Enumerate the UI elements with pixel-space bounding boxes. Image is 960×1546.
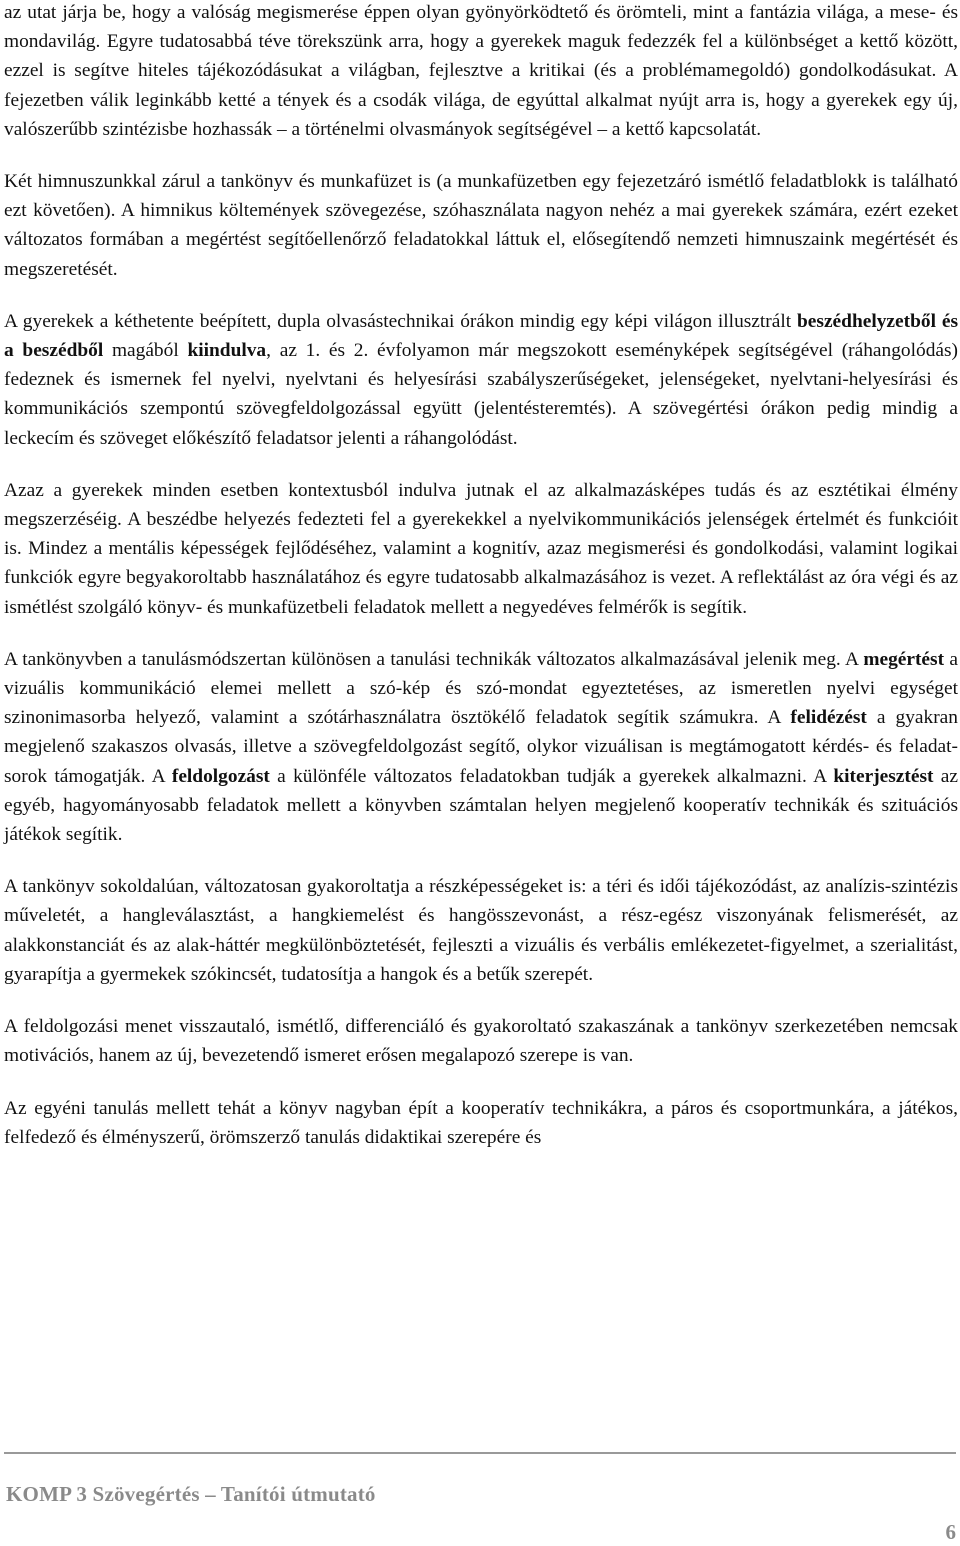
bold-term: felidézést — [790, 707, 867, 729]
body-text — [4, 0, 958, 1175]
paragraph — [4, 476, 958, 622]
text-run: a gyakran megjelenő szakaszos olvasás, illetve a szövegfeldolgozást segítő, olykor vizuálisan is megtámogatott kérdés- és feladatsorok támogatják. A — [4, 707, 958, 787]
paragraph — [4, 307, 958, 453]
text-run: az egyéb, hagyományosabb feladatok mellett a könyvben számtalan helyen megjelenő kooperatív technikák és szituációs játékok segítik. — [4, 765, 958, 846]
paragraph — [4, 1012, 958, 1070]
bold-term: megértést — [863, 648, 945, 670]
paragraph — [4, 1094, 958, 1152]
footer-title: KOMP 3 Szövegértés – Tanítói útmutató — [6, 1482, 376, 1506]
text-run: , az 1. és 2. évfolyamon már megszokott eseményképek segítségével (ráhangolódás) fedeznek és ismernek fel nyelvi, nyelvtani és helyesírási szabályszerűségeket, jelenségeket, nyelvtani-helyesírási és kommunikációs szempontú szövegfeldolgozással együtt (jelentésteremtés). A szövegértési órákon pedig mindig a leckecím és szöveget előkészítő feladatsor jelenti a ráhangolódást. — [4, 340, 959, 449]
text-run: a vizuális kommunikáció elemei mellett a szó-kép és szó-mondat egyeztetéses, az ismeretlen nyelvi egységet szinonimasorba helyező, valamint a szótárhasználatra ösztökélő feladatok segítik számukra. A — [4, 648, 958, 729]
text-run: A tankönyv sokoldalúan, változatosan gyakoroltatja a részképességeket is: a téri és idői tájékozódást, az analízis-szintézis műveletét, a hangleválasztást, a hangkiemelést és hangösszevonást, a rész-egész viszonyának felismerését, az alakkonstanciát és az alak-háttér megkülönböztetését, fejleszti a vizuális és verbális emlékezetet-figyelmet, a szerialitást, gyarapítja a gyermekek szókincsét, tudatosítja a hangok és a betűk szerepét. — [4, 876, 958, 985]
text-run: magából — [103, 340, 188, 362]
paragraph — [4, 872, 958, 989]
text-run: A feldolgozási menet visszautaló, ismétlő, differenciáló és gyakoroltató szakaszának a tankönyv szerkezetében nemcsak motivációs, hanem az új, bevezetendő ismeret erősen megalapozó szerepe is van. — [4, 1016, 958, 1067]
paragraph — [4, 645, 958, 849]
text-run: Az egyéni tanulás mellett tehát a könyv nagyban épít a kooperatív technikákra, a páros és csoportmunkára, a játékos, felfedező és élményszerű, örömszerző tanulás didaktikai szerepére és — [4, 1097, 958, 1148]
bold-term: kiindulva — [187, 340, 267, 362]
text-run: Két himnuszunkkal zárul a tankönyv és munkafüzet is (a munkafüzetben egy fejezetzáró ismétlő feladatblokk is található ezt követően). A himnikus költemények szövegezése, szóhasználata nagyon nehéz a mai gyerekek számára, ezért ezeket változatos formában a megértést segítőellenőrző feladatokkal láttuk el, elősegítendő nemzeti himnuszaink megértését és megszeretését. — [4, 171, 958, 280]
paragraph — [4, 167, 958, 284]
text-run: a különféle változatos feladatokban tudják a gyerekek alkalmazni. A — [269, 765, 834, 787]
page-number: 6 — [945, 1520, 956, 1544]
bold-term: beszédhelyzetből és a beszédből — [4, 310, 958, 362]
text-run: A tankönyvben a tanulásmódszertan különösen a tanulási technikák változatos alkalmazásával jelenik meg. A — [4, 648, 864, 670]
bold-term: kiterjesztést — [833, 765, 934, 787]
footer-divider — [4, 1452, 956, 1454]
text-run: az utat járja be, hogy a valóság megismerése éppen olyan gyönyörködtető és örömteli, mint a fantázia világa, a mese- és mondavilág. Egyre tudatosabbá téve törekszünk arra, hogy a gyerekek maguk fedezzék fel a különbséget a kettő között, ezzel is segítve hiteles tájékozódásukat a világban, fejlesztve a kritikai (és a problémamegoldó) gondolkodásukat. A fejezetben válik leginkább ketté a tények és a csodák világa, de egyúttal alkalmat nyújt arra is, hogy a gyerekek egy új, valószerűbb szintézisbe hozhassák – a történelmi olvasmányok segítségével – a kettő kapcsolatát. — [4, 2, 958, 140]
bold-term: feldolgozást — [171, 765, 270, 787]
text-run: Azaz a gyerekek minden esetben kontextusból indulva jutnak el az alkalmazásképes tudás és az esztétikai élmény megszerzéséig. A beszédbe helyezés fedezteti fel a gyerekekkel a nyelvikommunikációs jelenségek értelmét és funkcióit is. Mindez a mentális képességek fejlődéséhez, valamint a kognitív, azaz megismerési és gondolkodási, valamint logikai funkciók egyre begyakoroltabb használatához és egyre tudatosabb alkalmazásához is vezet. A reflektálást az óra végi és az ismétlést szolgáló könyv- és munkafüzetbeli feladatok mellett a negyedéves felmérők is segítik. — [4, 479, 958, 618]
text-run: A gyerekek a kéthetente beépített, dupla olvasástechnikai órákon mindig egy képi világon illusztrált — [4, 310, 798, 332]
paragraph — [4, 0, 958, 144]
